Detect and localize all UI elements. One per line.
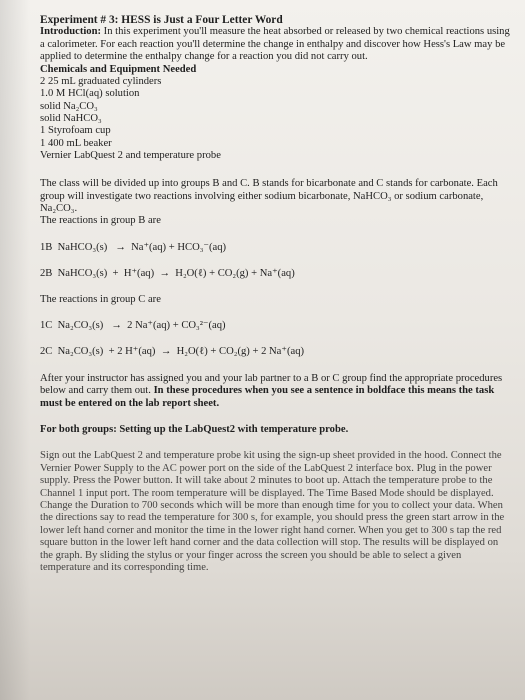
intro-label: Introduction: — [40, 26, 102, 38]
equation-1c: 1C Na₂CO₃(s) → 2 Na⁺(aq) + CO₃²⁻(aq) — [40, 319, 226, 331]
list-item: 1 Styrofoam cup — [40, 125, 111, 137]
group-c-label: The reactions in group C are — [40, 293, 161, 305]
list-item: 1.0 M HCl(aq) solution — [40, 88, 140, 100]
groups-paragraph: The class will be divided up into groups B and C. B stands for bicarbonate and C stands for carbonate. Each group will investigate two reactions involving either sodium bicarbonate, NaHCO₃ or sodium carbonate, Na₂CO₃. — [40, 178, 498, 214]
list-item: 1 400 mL beaker — [40, 137, 112, 149]
assignment-paragraph — [40, 373, 510, 410]
intro-text: In this experiment you'll measure the heat absorbed or released by two chemical reactions using a calorimeter. For each reaction you'll determine the change in enthalpy and discover how Hess's Law may be applied to determine the enthalpy change for a reaction you did not carry out. — [40, 26, 510, 63]
list-item: solid Na₂CO₃ — [40, 100, 98, 112]
document-sheet — [40, 14, 510, 574]
group-b-label: The reactions in group B are — [40, 215, 161, 227]
equipment-list — [40, 76, 510, 162]
assignment-text: After your instructor has assigned you and your lab partner to a B or C group find the appropriate procedures below and carry them out. — [40, 372, 503, 397]
list-item: Vernier LabQuest 2 and temperature probe — [40, 149, 221, 161]
page-shadow — [0, 0, 30, 700]
chemicals-heading: Chemicals and Equipment Needed — [40, 63, 197, 75]
equation-2b: 2B NaHCO₃(s) + H⁺(aq) → H₂O(ℓ) + CO₂(g) + Na⁺(aq) — [40, 268, 295, 280]
equation-1b: 1B NaHCO₃(s) → Na⁺(aq) + HCO₃⁻(aq) — [40, 241, 227, 253]
list-item: 2 25 mL graduated cylinders — [40, 76, 162, 88]
assignment-bold-text: In these procedures when you see a sentence in boldface this means the task must be entered on the lab report sheet. — [40, 385, 495, 409]
document-title: Experiment # 3: HESS is Just a Four Letter Word — [40, 14, 283, 26]
equation-2c: 2C Na₂CO₃(s) + 2 H⁺(aq) → H₂O(ℓ) + CO₂(g) + 2 Na⁺(aq) — [40, 346, 305, 358]
introduction-paragraph — [40, 26, 510, 63]
both-groups-heading: For both groups: Setting up the LabQuest2 with temperature probe. — [40, 423, 349, 435]
procedure-paragraph: Sign out the LabQuest 2 and temperature probe kit using the sign-up sheet provided in the hood. Connect the Vernier Power Supply to the AC power port on the side of the LabQuest 2 interface box. Plug in the power supply. Press the Power button. It will take about 2 minutes to boot up. Attach the temperature probe to the Channel 1 input port. The room temperature will be displayed. The Time Based Mode should be displayed. Change the Duration to 700 seconds which will be more than enough time for you to collect your data. When the directions say to read the temperature for 300 s, for example, you should press the green start arrow in the lower left hand corner and monitor the time in the lower right hand corner. When you get to 300 s tap the red square button in the lower left hand corner and the data collection will stop. The results will be displayed on the graph. By sliding the stylus or your finger across the screen you should be able to select a given temperature and its corresponding time. — [40, 450, 505, 574]
list-item: solid NaHCO₃ — [40, 112, 102, 124]
